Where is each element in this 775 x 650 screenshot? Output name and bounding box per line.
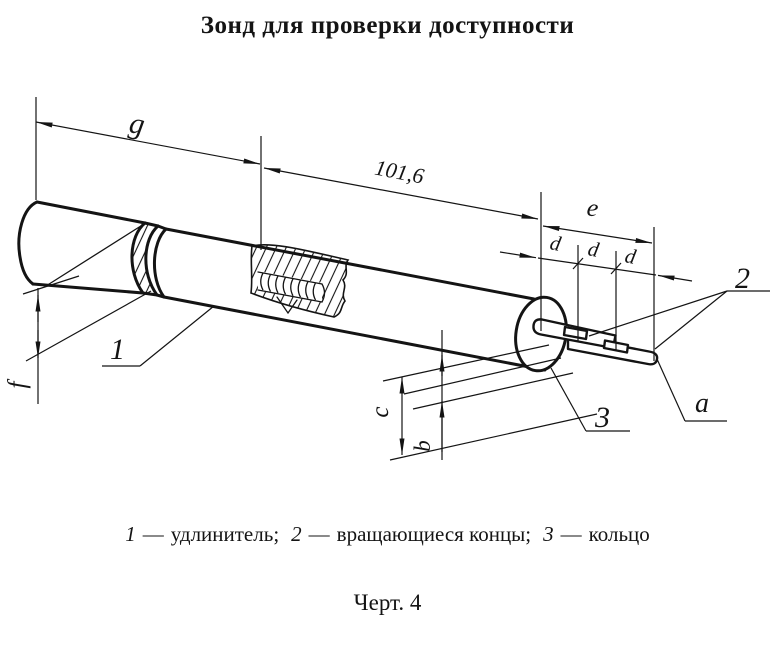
legend-number-2: 2 <box>291 522 302 546</box>
parts-legend <box>0 522 775 547</box>
dimension-d <box>500 230 692 281</box>
legend-dash: — <box>142 522 164 546</box>
dimension-g <box>36 106 260 164</box>
dim-label-f: f <box>4 381 31 389</box>
part-leader-ring <box>551 368 630 434</box>
legend-item-ring <box>543 522 650 546</box>
dim-label-overall-length: 101,6 <box>372 154 427 189</box>
legend-number-1: 1 <box>125 522 136 546</box>
legend-item-rotating-ends <box>291 522 543 546</box>
dim-label-a: a <box>695 388 709 419</box>
thread-cutaway-section <box>251 245 348 317</box>
part-label-1: 1 <box>110 333 125 366</box>
legend-separator: ; <box>273 522 280 546</box>
legend-dash: — <box>560 522 582 546</box>
dimension-overall-length <box>264 155 538 219</box>
part-label-2: 2 <box>735 262 750 295</box>
part-leader-extender <box>102 306 214 366</box>
drawing-title: Зонд для проверки доступности <box>200 12 575 39</box>
part-label-3: 3 <box>595 401 610 434</box>
dim-label-g: g <box>126 106 148 142</box>
legend-name-3: кольцо <box>588 522 650 546</box>
dim-label-b: b <box>410 440 435 452</box>
legend-name-1: удлинитель <box>170 522 274 546</box>
label-a <box>657 359 727 421</box>
legend-item-extender <box>125 522 291 546</box>
legend-dash: — <box>308 522 330 546</box>
dim-label-c: c <box>367 406 394 418</box>
dimension-c <box>367 377 402 455</box>
figure-caption: Черт. 4 <box>353 590 422 615</box>
dim-label-e: e <box>585 194 601 223</box>
legend-separator: ; <box>525 522 532 546</box>
dim-label-d3: d <box>623 243 638 269</box>
legend-number-3: 3 <box>543 522 554 546</box>
dimension-f <box>4 288 38 404</box>
legend-name-2: вращающиеся концы <box>336 522 526 546</box>
dim-label-d2: d <box>586 236 601 262</box>
dim-label-d1: d <box>548 230 563 256</box>
